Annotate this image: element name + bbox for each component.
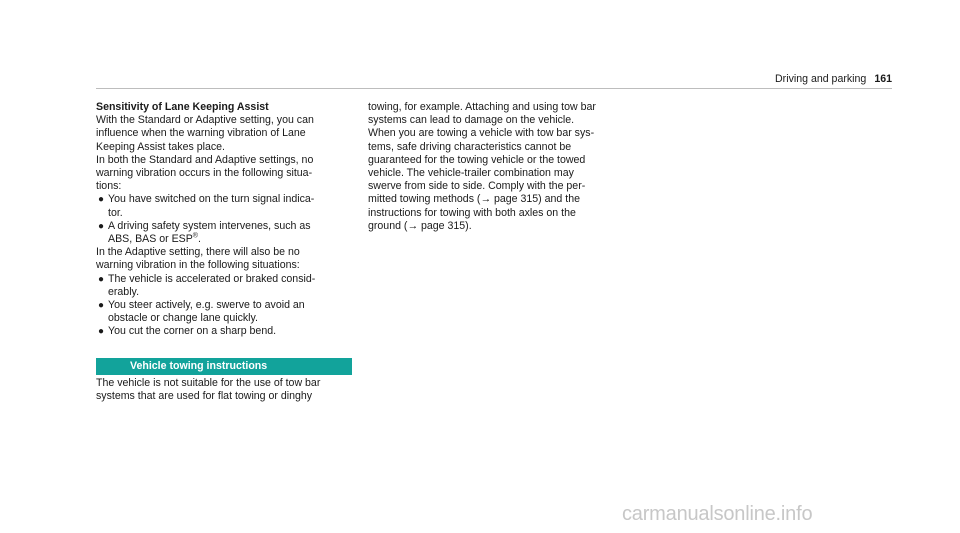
text-line	[108, 233, 352, 246]
text-line: erably.	[108, 285, 140, 298]
page-reference-line[interactable]: ground (→ page 315).	[368, 219, 472, 232]
text-line: In both the Standard and Adaptive settings, no	[96, 153, 314, 166]
bullet-list-2	[96, 273, 352, 339]
registered-mark: ®	[192, 232, 198, 240]
list-item	[96, 299, 352, 325]
bullet-list-1	[96, 193, 352, 246]
text-line: tems, safe driving characteristics cannot be	[368, 140, 572, 153]
header-divider	[96, 88, 892, 89]
list-item	[96, 220, 352, 246]
text-line: tor.	[108, 206, 123, 219]
text-line: influence when the warning vibration of Lane	[96, 127, 306, 140]
text-line: In the Adaptive setting, there will also be no	[96, 246, 300, 259]
bullet-icon: ●	[98, 273, 105, 285]
text-line: guaranteed for the towing vehicle or the towed	[368, 153, 586, 166]
page-number: 161	[874, 73, 892, 85]
text-line: When you are towing a vehicle with tow bar sys-	[368, 127, 595, 140]
paragraph-3	[96, 246, 352, 272]
bullet-icon: ●	[98, 194, 105, 206]
left-column	[96, 101, 352, 403]
text-line: swerve from side to side. Comply with the per-	[368, 180, 586, 193]
text-line: The vehicle is not suitable for the use of tow bar	[96, 376, 321, 389]
text-line: You cut the corner on a sharp bend.	[108, 325, 277, 338]
lane-keeping-heading: Sensitivity of Lane Keeping Assist	[96, 101, 269, 113]
paragraph-4	[96, 377, 352, 403]
text-line: warning vibration occurs in the following situa-	[96, 167, 313, 180]
text-line: towing, for example. Attaching and using tow bar	[368, 101, 596, 113]
text-line: instructions for towing with both axles on the	[368, 206, 576, 219]
text-line: vehicle. The vehicle-trailer combination may	[368, 167, 574, 180]
bullet-icon: ●	[98, 220, 105, 232]
text-line: You have switched on the turn signal indica-	[108, 193, 315, 206]
text-line: systems can lead to damage on the vehicle.	[368, 114, 575, 127]
esp-period: .	[197, 233, 201, 246]
list-item	[96, 325, 352, 338]
text-line: You steer actively, e.g. swerve to avoid an	[108, 299, 305, 312]
page-reference-line[interactable]: mitted towing methods (→ page 315) and the	[368, 193, 580, 206]
text-line: systems that are used for flat towing or dinghy	[96, 389, 313, 402]
page-header	[775, 73, 892, 86]
text-line: tions:	[96, 180, 122, 193]
esp-text: ABS, BAS or ESP	[108, 233, 193, 246]
right-column	[368, 101, 624, 233]
text-line: With the Standard or Adaptive setting, you can	[96, 114, 314, 127]
text-line: obstacle or change lane quickly.	[108, 312, 258, 325]
section-title-header: Driving and parking	[775, 73, 867, 85]
bullet-icon: ●	[98, 326, 105, 338]
text-line: warning vibration in the following situations:	[96, 259, 300, 272]
towing-section-heading: Vehicle towing instructions	[96, 358, 352, 375]
paragraph-2	[96, 154, 352, 194]
list-item	[96, 193, 352, 219]
text-line: The vehicle is accelerated or braked consid-	[108, 272, 316, 285]
watermark: carmanualsonline.info	[622, 503, 813, 525]
bullet-icon: ●	[98, 300, 105, 312]
list-item	[96, 273, 352, 299]
paragraph-1	[96, 114, 352, 154]
text-line: A driving safety system intervenes, such as	[108, 219, 311, 232]
text-line: Keeping Assist takes place.	[96, 140, 225, 153]
